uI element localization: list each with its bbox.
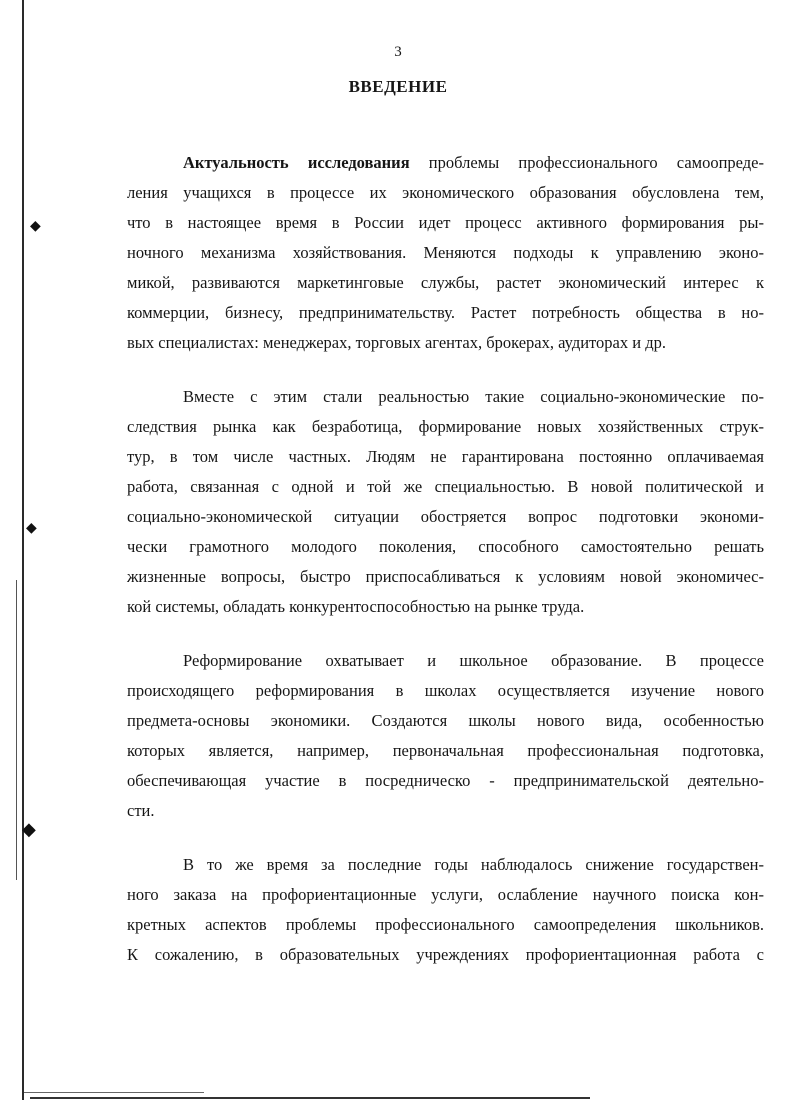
text-line: обеспечивающая участие в посредническо - предпринимательской деятельно- (127, 771, 764, 790)
binding-hole-mark: ◆ (30, 219, 41, 234)
text-line: Вместе с этим стали реальностью такие социально-экономические по- (183, 387, 764, 406)
text-line: вых специалистах: менеджерах, торговых агентах, брокерах, аудиторах и др. (127, 333, 666, 352)
binding-hole-mark: ◆ (26, 521, 37, 536)
text-line: жизненные вопросы, быстро приспосабливаться к условиям новой экономичес- (127, 567, 764, 586)
scan-bottom-line (30, 1097, 590, 1099)
text-line: ночного механизма хозяйствования. Меняются подходы к управлению эконо- (127, 243, 764, 262)
body-text (127, 148, 764, 970)
text-line: происходящего реформирования в школах осуществляется изучение нового (127, 681, 764, 700)
text-line: микой, развиваются маркетинговые службы, растет экономический интерес к (127, 273, 764, 292)
text-line: тур, в том числе частных. Людям не гарантирована постоянно оплачиваемая (127, 447, 764, 466)
text-line: Реформирование охватывает и школьное образование. В процессе (183, 651, 764, 670)
text-line: кретных аспектов проблемы профессионального самоопределения школьников. (127, 915, 764, 934)
text-line: В то же время за последние годы наблюдалось снижение государствен- (183, 855, 764, 874)
text-line: чески грамотного молодого поколения, способного самостоятельно решать (127, 537, 764, 556)
scan-edge-line (22, 0, 24, 1100)
scan-edge-line (16, 580, 17, 880)
text-line: социально-экономической ситуации обостряется вопрос подготовки экономи- (127, 507, 764, 526)
text-line: что в настоящее время в России идет процесс активного формирования ры- (127, 213, 764, 232)
text-line: предмета-основы экономики. Создаются школы нового вида, особенностью (127, 711, 764, 730)
text-line: которых является, например, первоначальная профессиональная подготовка, (127, 741, 764, 760)
text-line: коммерции, бизнесу, предпринимательству. Растет потребность общества в но- (127, 303, 764, 322)
bold-term: Актуальность исследования (183, 153, 410, 172)
page-title: ВВЕДЕНИЕ (348, 77, 448, 96)
page-number: 3 (394, 44, 402, 60)
text-line: сти. (127, 801, 155, 820)
text-line: ления учащихся в процессе их экономического образования обусловлена тем, (127, 183, 764, 202)
scan-bottom-line (24, 1092, 204, 1093)
text-line: следствия рынка как безработица, формирование новых хозяйственных струк- (127, 417, 764, 436)
binding-hole-mark: ◆ (22, 819, 36, 839)
text-line: кой системы, обладать конкурентоспособностью на рынке труда. (127, 597, 585, 616)
text-line: Актуальность исследования проблемы профессионального самоопреде- (183, 153, 764, 172)
text-line: К сожалению, в образовательных учреждениях профориентационная работа с (127, 945, 764, 964)
text-line: работа, связанная с одной и той же специальностью. В новой политической и (127, 477, 764, 496)
text-line: ного заказа на профориентационные услуги, ослабление научного поиска кон- (127, 885, 764, 904)
